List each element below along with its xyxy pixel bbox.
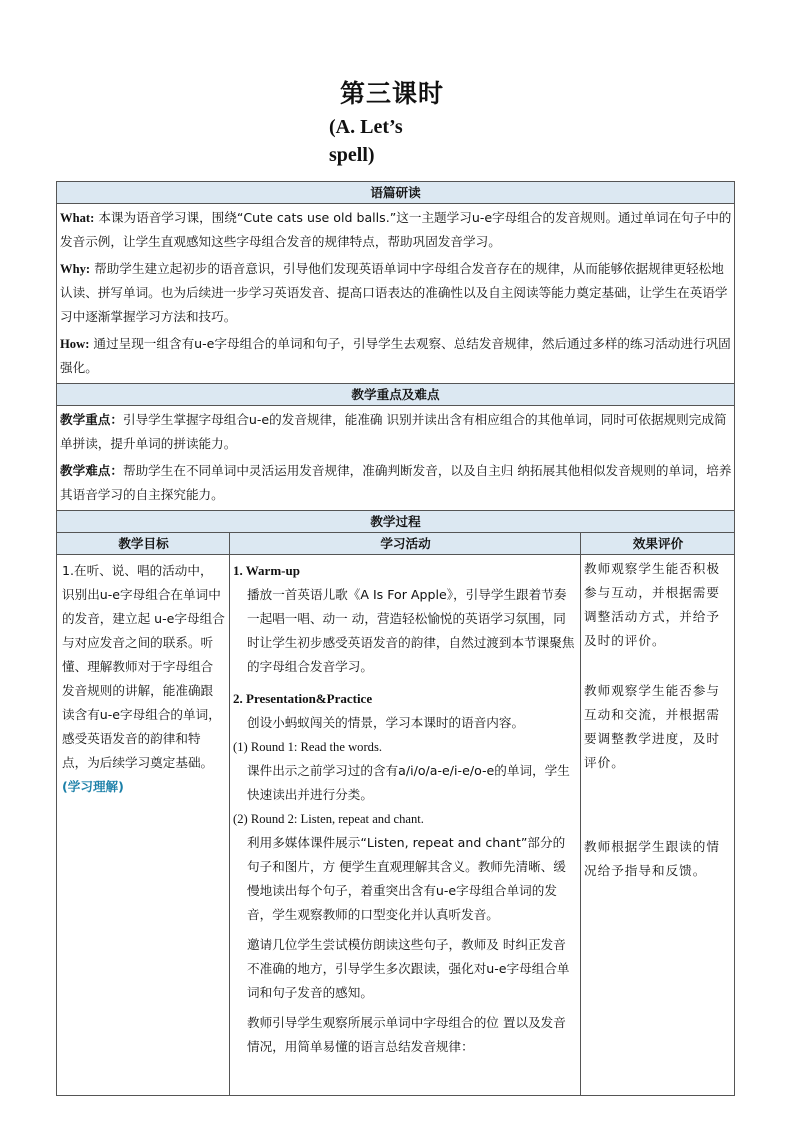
round2-heading: (2) Round 2: Listen, repeat and chant. <box>233 812 424 826</box>
difficulty-paragraph <box>60 459 732 507</box>
what-text: 本课为语音学习课，围绕“Cute cats use old balls.”这一主题学习u-e字母组合的发音规则。通过单词在句子中的发音示例，让学生直观感知这些字母组合发音的规律特点，帮助巩固发音学习。 <box>60 210 732 249</box>
round1-text: 课件出示之前学习过的含有a/i/o/a-e/i-e/o-e的单词，学生快速读出并进行分类。 <box>247 763 570 802</box>
column-header-goal: 教学目标 <box>57 533 230 555</box>
warmup-heading: 1. Warm-up <box>233 563 300 578</box>
goal-text: 1.在听、说、唱的活动中，识别出u-e字母组合在单词中的发音，建立起 u-e字母组合与对应发音之间的联系。听懂、理解教师对于字母组合发音规则的讲解，能准确跟 读含有u-e字母组合的单词，感受英语发音的韵律和特点，为后续学习奠定基础。 <box>62 563 225 770</box>
why-paragraph <box>60 257 732 329</box>
activity-cell <box>230 555 581 1096</box>
lesson-title: 第三课时 <box>340 79 445 108</box>
evaluation-2: 教师观察学生能否参与互动和交流，并根据需要调整教学进度，及时评价。 <box>584 683 720 770</box>
key-points-cell <box>57 406 735 511</box>
evaluation-1: 教师观察学生能否积极参与互动，并根据需要调整活动方式，并给予及时的评价。 <box>584 561 720 648</box>
column-header-evaluation: 效果评价 <box>581 533 735 555</box>
column-header-activity: 学习活动 <box>230 533 581 555</box>
presentation-heading: 2. Presentation&Practice <box>233 691 373 706</box>
how-text: 通过呈现一组含有u-e字母组合的单词和句子，引导学生去观察、总结发音规律，然后通过多样的练习活动进行巩固强化。 <box>60 336 731 375</box>
key-point-paragraph <box>60 408 732 456</box>
why-text: 帮助学生建立起初步的语音意识，引导他们发现英语单词中字母组合发音存在的规律，从而能够依据规律更轻松地认读、拼写单词。也为后续进一步学习英语发音、提高口语表达的准确性以及自主阅读等能力奠定基础，让学生在英语学习中逐渐掌握学习方法和技巧。 <box>60 261 728 324</box>
section-header-process: 教学过程 <box>57 511 735 533</box>
how-paragraph <box>60 332 732 380</box>
lesson-plan-table <box>56 181 735 1096</box>
round1-heading: (1) Round 1: Read the words. <box>233 740 383 754</box>
what-label: What: <box>60 211 95 225</box>
presentation-intro: 创设小蚂蚁闯关的情景，学习本课时的语音内容。 <box>247 715 525 730</box>
evaluation-cell <box>581 555 735 1096</box>
section-header-key-points: 教学重点及难点 <box>57 384 735 406</box>
section-header-reading: 语篇研读 <box>57 182 735 204</box>
what-paragraph <box>60 206 732 254</box>
round2-text-3: 教师引导学生观察所展示单词中字母组合的位 置以及发音情况，用简单易懂的语言总结发音规律： <box>247 1015 566 1054</box>
warmup-text: 播放一首英语儿歌《A Is For Apple》，引导学生跟着节奏一起唱一唱、动一 动，营造轻松愉悦的英语学习氛围，同时让学生初步感受英语发音的韵律，自然过渡到本节课聚焦的字母组合发音学习。 <box>247 587 575 674</box>
key-point-text: 引导学生掌握字母组合u-e的发音规律，能准确 识别并读出含有相应组合的其他单词，同时可依据规则完成简单拼读，提升单词的拼读能力。 <box>60 412 727 451</box>
goal-tag: (学习理解) <box>62 779 124 794</box>
evaluation-3: 教师根据学生跟读的情况给予指导和反馈。 <box>584 839 720 878</box>
goal-cell <box>57 555 230 1096</box>
why-label: Why: <box>60 262 91 276</box>
round2-text-2: 邀请几位学生尝试模仿朗读这些句子，教师及 时纠正发音不准确的地方，引导学生多次跟读，强化对u-e字母组合单词和句子发音的感知。 <box>247 937 570 1000</box>
reading-analysis-cell <box>57 204 735 384</box>
difficulty-label: 教学难点： <box>60 463 123 478</box>
key-point-label: 教学重点： <box>60 412 123 427</box>
difficulty-text: 帮助学生在不同单词中灵活运用发音规律，准确判断发音，以及自主归 纳拓展其他相似发音规则的单词，培养其语音学习的自主探究能力。 <box>60 463 732 502</box>
how-label: How: <box>60 337 90 351</box>
lesson-subtitle: (A. Let’s spell) <box>329 116 403 166</box>
round2-text: 利用多媒体课件展示“Listen, repeat and chant”部分的句子和图片，方 便学生直观理解其含义。教师先清晰、缓慢地读出每个句子，着重突出含有u-e字母组合单词的发音，学生观察教师的口型变化并认真听发音。 <box>247 835 566 922</box>
